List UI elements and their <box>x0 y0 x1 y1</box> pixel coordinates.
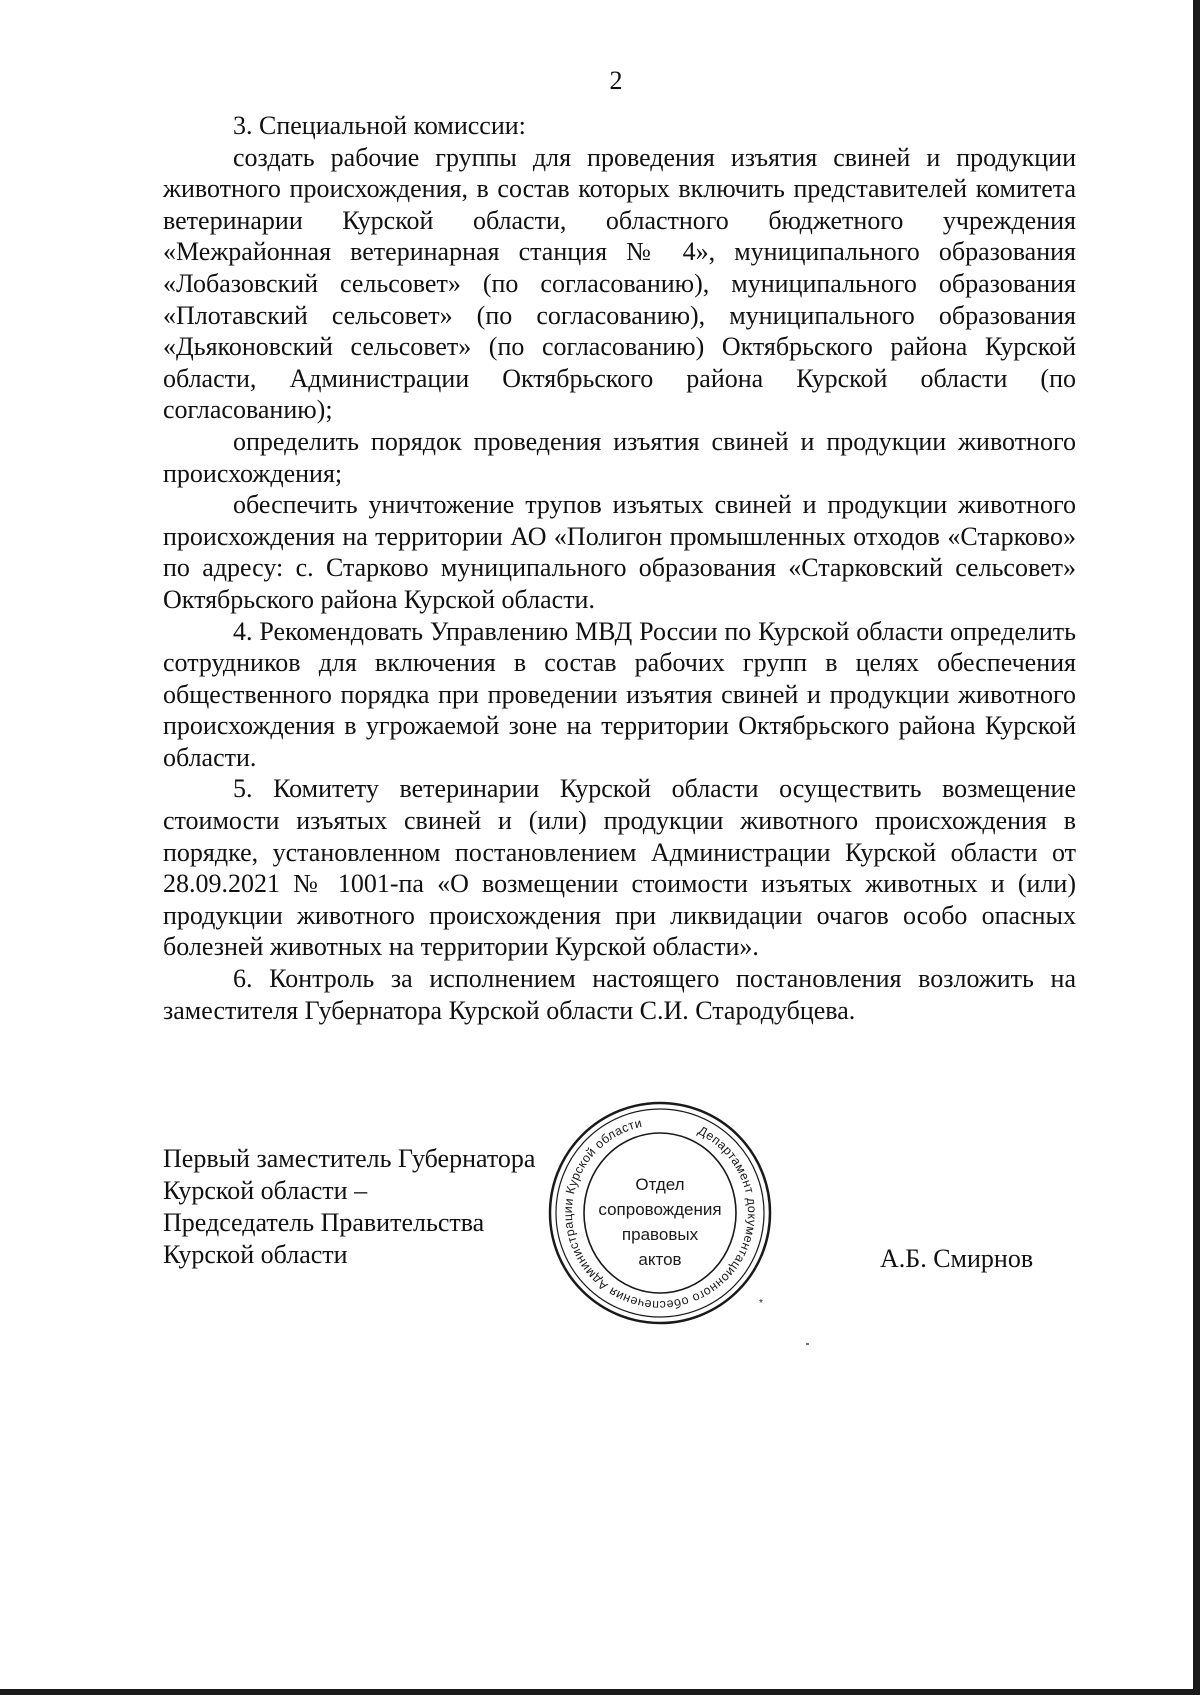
document-body <box>163 110 1076 1026</box>
signer-name: А.Б. Смирнов <box>880 1244 1034 1273</box>
paragraph-item-6: 6. Контроль за исполнением настоящего постановления возложить на заместителя Губернатора Курской области С.И. Стародубцева. <box>163 964 1076 1025</box>
paragraph-create-groups: создать рабочие группы для проведения изъятия свиней и продукции животного происхождения, в состав которых включить представителей комитета ветеринарии Курской области, областного бюджетного учреждения «Межрайонная ветеринарная станция № 4», муниципального образования «Лобазовский сельсовет» (по согласованию), муниципального образования «Плотавский сельсовет» (по согласованию), муниципального образования «Дьяконовский сельсовет» (по согласованию) Октябрьского района Курской области, Администрации Октябрьского района Курской области (по согласованию); <box>163 142 1076 425</box>
stamp-graphic <box>545 1098 775 1328</box>
paragraph-destruction: обеспечить уничтожение трупов изъятых свиней и продукции животного происхождения на территории АО «Полигон промышленных отходов «Старково» по адресу: с. Старково муниципального образования «Старковский сельсовет» Октябрьского района Курской области. <box>163 490 1076 614</box>
page-number: 2 <box>609 66 623 95</box>
stamp-ring-text: Департамент документационного обеспечения Администрации Курской области <box>560 1115 760 1313</box>
stamp-star: * <box>759 1298 763 1309</box>
stamp-center-line: Отдел <box>635 1175 685 1194</box>
signature-title-line: Курской области – <box>163 1176 368 1205</box>
signature-title-block <box>163 1143 535 1271</box>
signature-title-line: Курской области <box>163 1240 348 1269</box>
stamp-center-line: сопровождения <box>598 1200 722 1219</box>
paragraph-item-3: 3. Специальной комиссии: <box>233 111 526 140</box>
scan-edge-right <box>1193 0 1200 1695</box>
stamp-center-line: актов <box>638 1250 682 1269</box>
stamp-center-line: правовых <box>621 1225 699 1244</box>
scan-speck <box>806 1343 809 1345</box>
signature-title-line: Первый заместитель Губернатора <box>163 1144 536 1173</box>
paragraph-item-4: 4. Рекомендовать Управлению МВД России по Курской области определить сотрудников для включения в состав рабочих групп в целях обеспечения общественного порядка при проведении изъятия свиней и продукции животного происхождения в угрожаемой зоне на территории Октябрьского района Курской области. <box>163 616 1076 772</box>
official-stamp <box>545 1098 775 1328</box>
signature-title-line: Председатель Правительства <box>163 1208 485 1237</box>
paragraph-item-5: 5. Комитету ветеринарии Курской области осуществить возмещение стоимости изъятых свиней и (или) продукции животного происхождения в порядке, установленном постановлением Администрации Курской области от 28.09.2021 № 1001-па «О возмещении стоимости изъятых животных и (или) продукции животного происхождения при ликвидации очагов особо опасных болезней животных на территории Курской области». <box>163 774 1076 962</box>
paragraph-define-order: определить порядок проведения изъятия свиней и продукции животного происхождения; <box>163 426 1076 488</box>
scan-edge-bottom <box>0 1689 1200 1695</box>
